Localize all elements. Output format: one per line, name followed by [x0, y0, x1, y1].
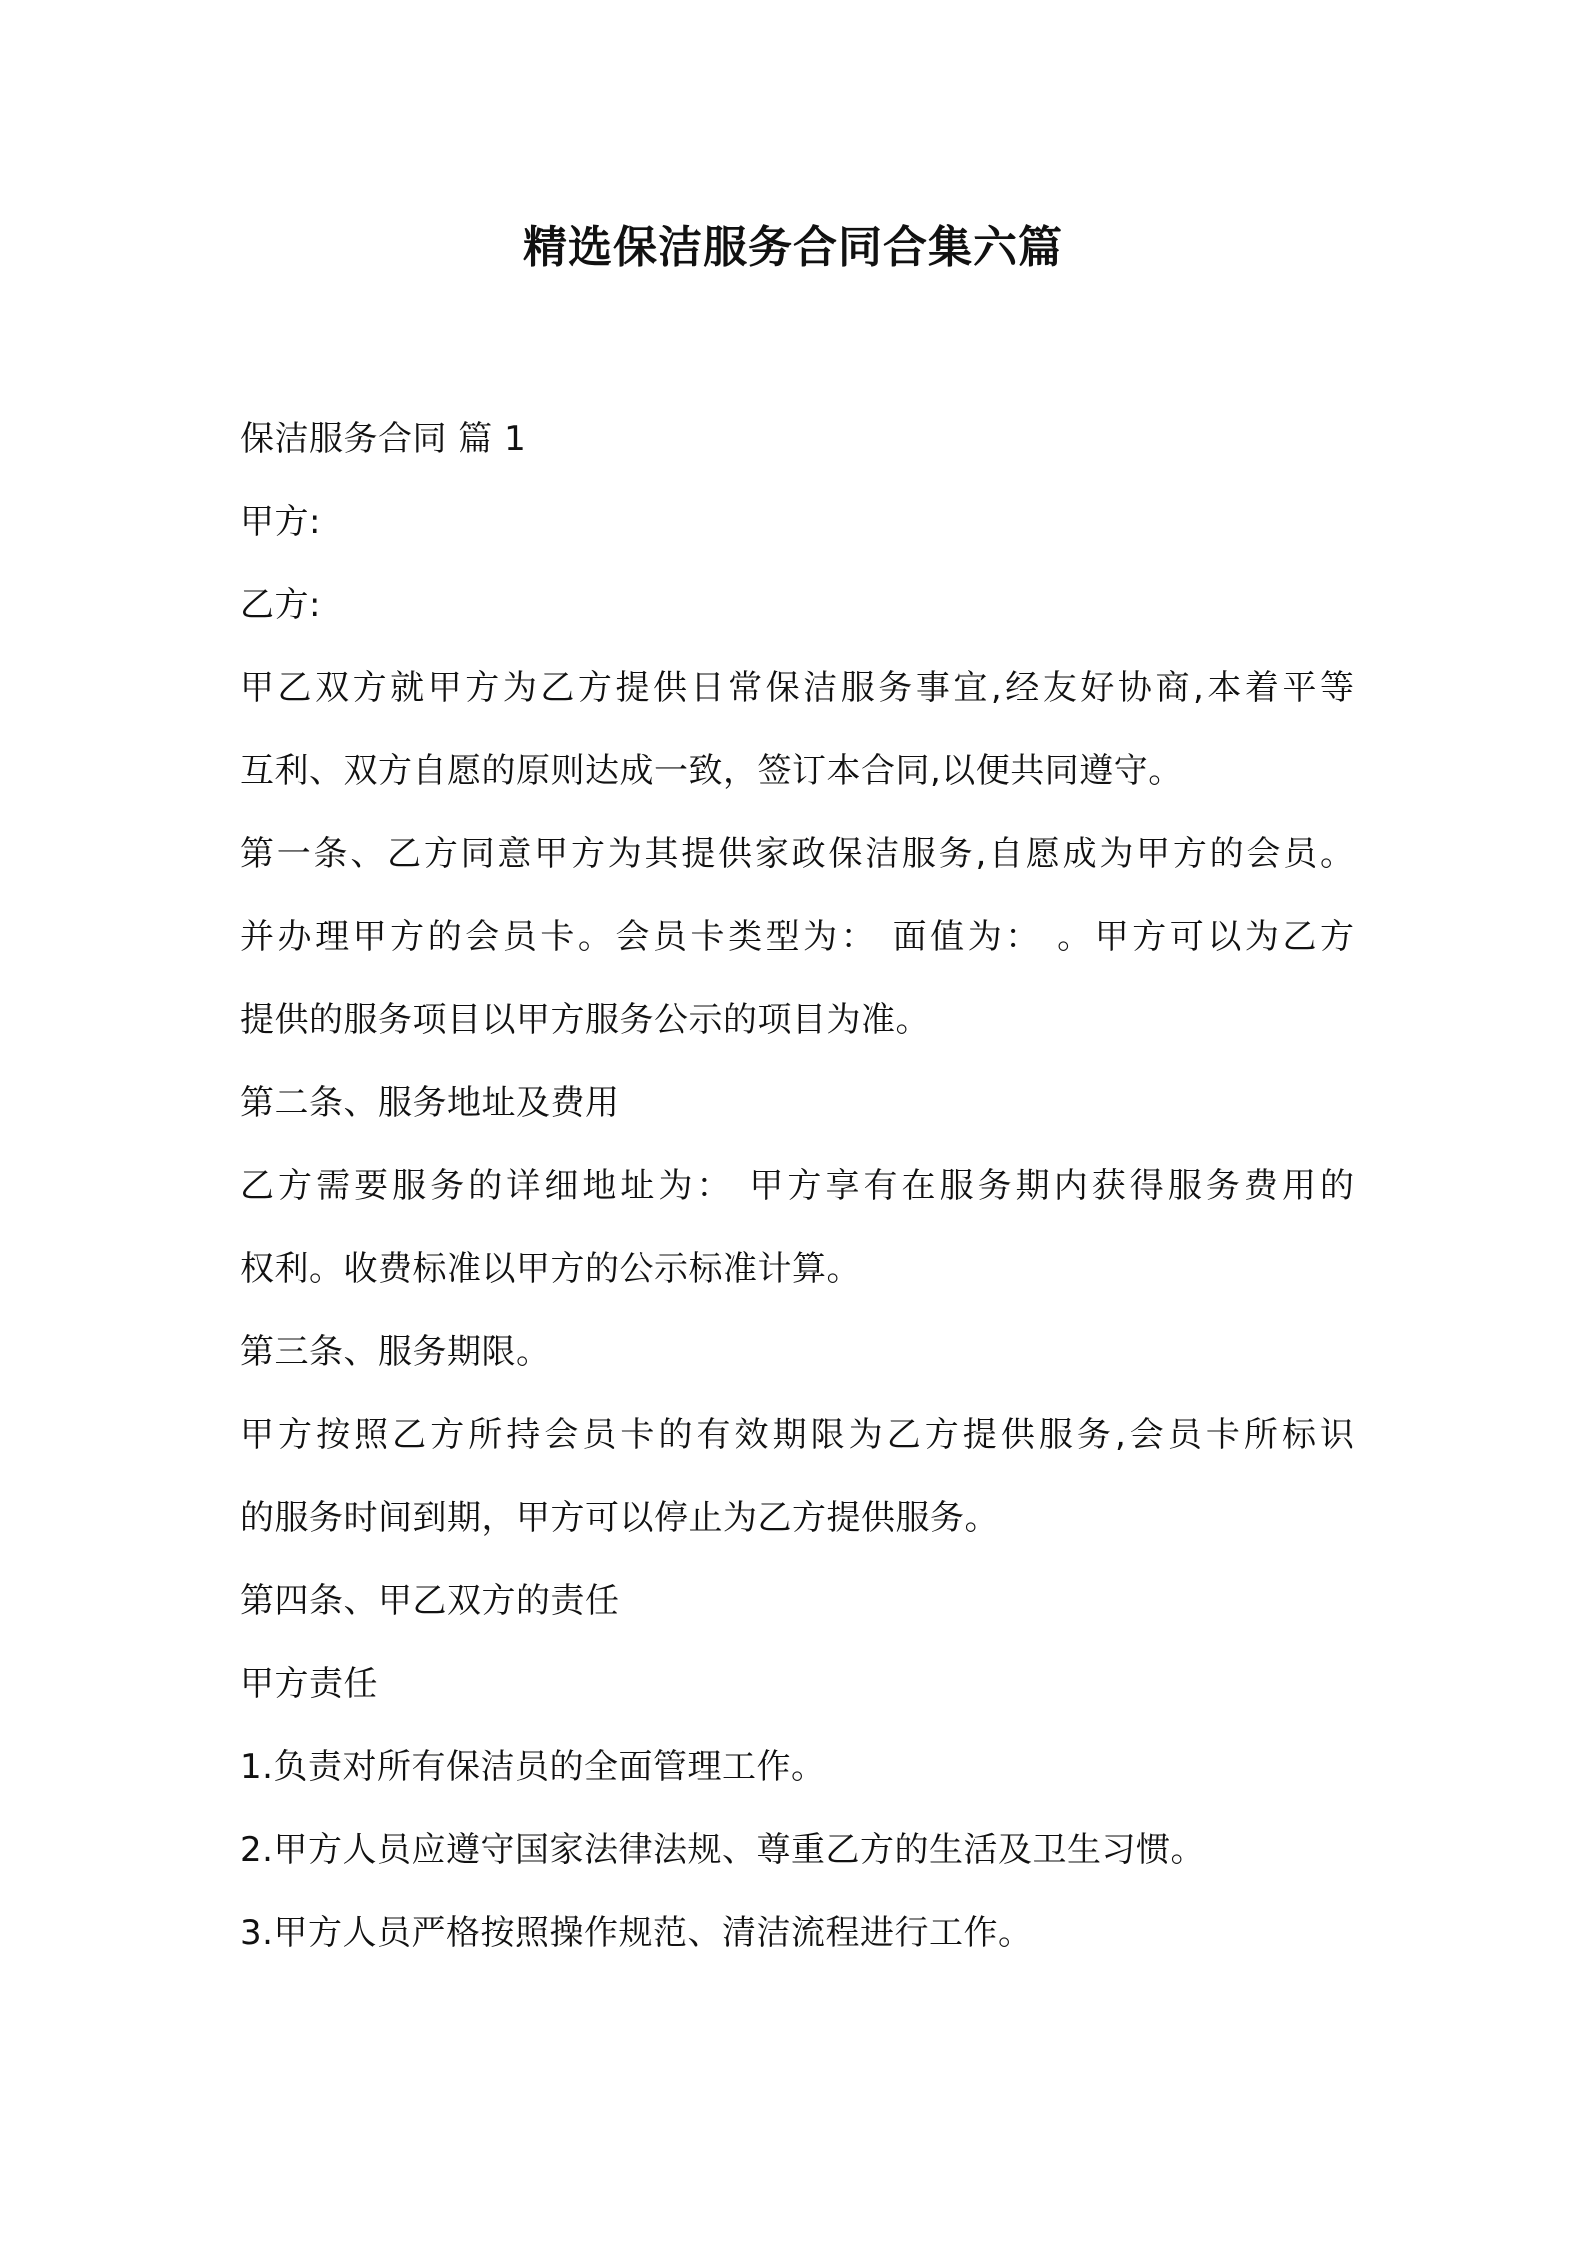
article-heading: 第四条、甲乙双方的责任: [240, 1581, 620, 1621]
paragraph-line: 并办理甲方的会员卡。会员卡类型为： 面值为： 。甲方可以为乙方: [240, 917, 1354, 957]
list-item: 2.甲方人员应遵守国家法律法规、尊重乙方的生活及卫生习惯。: [240, 1830, 1205, 1870]
article-heading: 第二条、服务地址及费用: [240, 1083, 620, 1123]
subheading: 甲方责任: [240, 1664, 378, 1704]
paragraph-line: 甲乙双方就甲方为乙方提供日常保洁服务事宜,经友好协商,本着平等: [240, 668, 1354, 708]
paragraph-line: 的服务时间到期，甲方可以停止为乙方提供服务。: [240, 1498, 999, 1538]
paragraph-line: 互利、双方自愿的原则达成一致，签订本合同,以便共同遵守。: [240, 751, 1183, 791]
paragraph-line: 权利。收费标准以甲方的公示标准计算。: [240, 1249, 861, 1289]
list-item: 3.甲方人员严格按照操作规范、清洁流程进行工作。: [240, 1913, 1033, 1953]
article-heading: 第三条、服务期限。: [240, 1332, 551, 1372]
paragraph-line: 第一条、乙方同意甲方为其提供家政保洁服务,自愿成为甲方的会员。: [240, 834, 1354, 874]
paragraph-line: 甲方按照乙方所持会员卡的有效期限为乙方提供服务,会员卡所标识: [240, 1415, 1354, 1455]
paragraph-line: 提供的服务项目以甲方服务公示的项目为准。: [240, 1000, 930, 1040]
section-heading: 保洁服务合同 篇 1: [240, 419, 527, 459]
party-b-label: 乙方:: [240, 585, 321, 625]
paragraph-line: 乙方需要服务的详细地址为： 甲方享有在服务期内获得服务费用的: [240, 1166, 1354, 1206]
document-title: 精选保洁服务合同合集六篇: [523, 222, 1063, 273]
party-a-label: 甲方:: [240, 502, 321, 542]
list-item: 1.负责对所有保洁员的全面管理工作。: [240, 1747, 826, 1787]
